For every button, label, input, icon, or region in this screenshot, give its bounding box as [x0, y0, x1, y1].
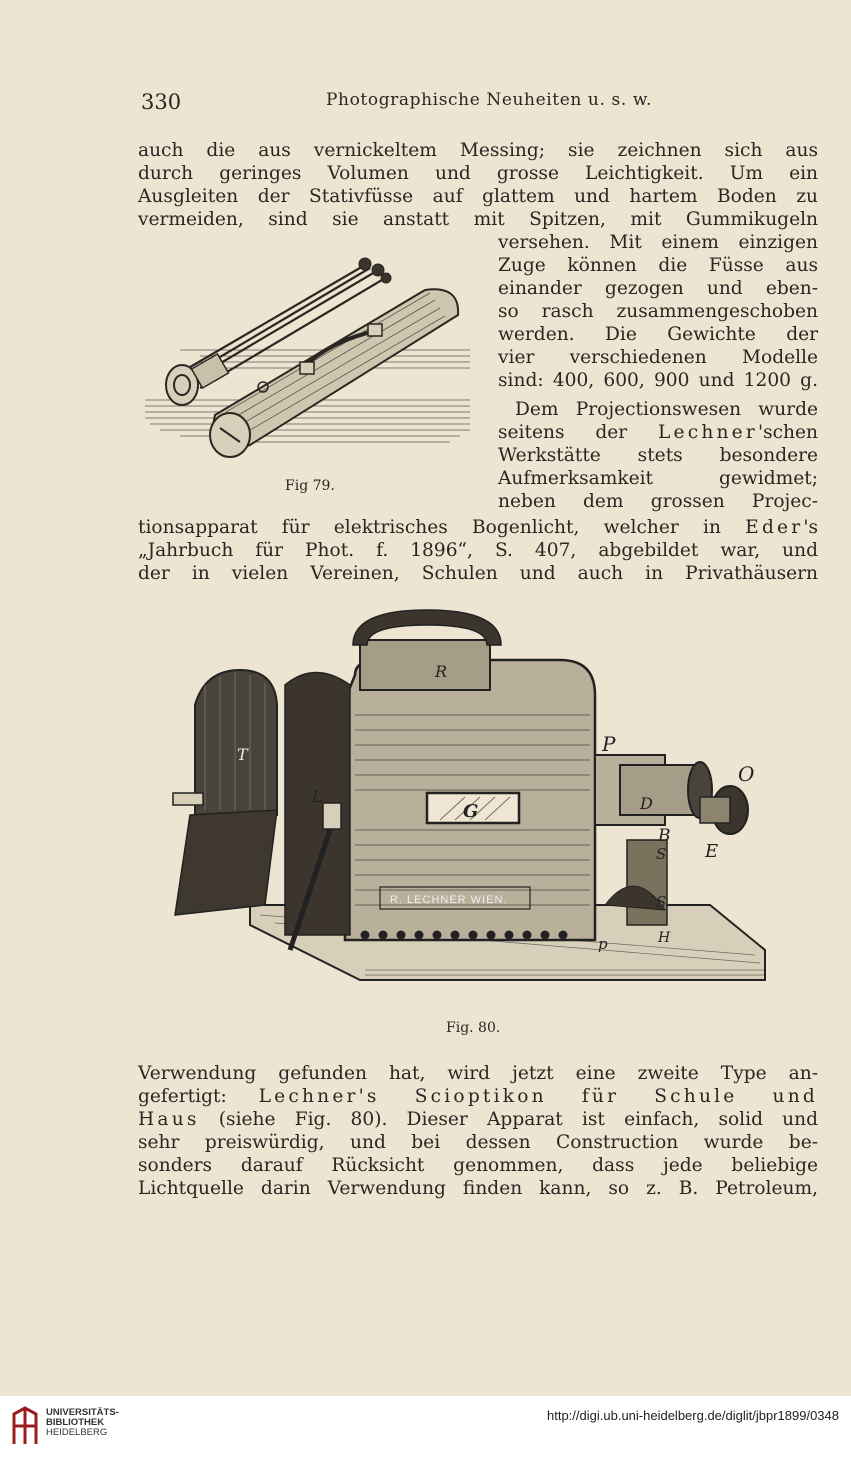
label-s1: S	[656, 845, 667, 863]
text-line: so rasch zusammengeschoben	[498, 301, 818, 322]
text-line: seitens der Lechner'schen	[498, 422, 818, 443]
label-p: P	[602, 732, 616, 756]
fig80-scioptikon-illustration	[165, 605, 775, 1000]
text-line: Zuge können die Füsse aus	[498, 255, 818, 276]
text-line: vier verschiedenen Modelle	[498, 347, 818, 368]
text-line: auch die aus vernickeltem Messing; sie zeichnen sich aus	[138, 140, 818, 161]
text-line: einander gezogen und eben-	[498, 278, 818, 299]
page-number: 330	[141, 90, 182, 114]
text-line: neben dem grossen Projec-	[498, 491, 818, 512]
running-title: Photographische Neuheiten u. s. w.	[326, 90, 652, 110]
label-e: E	[705, 841, 719, 862]
product-name: Lechner's Scioptikon für Schule und	[258, 1086, 818, 1107]
text-line: werden. Die Gewichte der	[498, 324, 818, 345]
text-line: Aufmerksamkeit gewidmet;	[498, 468, 818, 489]
text-line: „Jahrbuch für Phot. f. 1896“, S. 407, abgebildet war, und	[138, 540, 818, 561]
text-line: sonders darauf Rücksicht genommen, dass jede beliebige	[138, 1155, 818, 1176]
text-line: Verwendung gefunden hat, wird jetzt eine zweite Type an-	[138, 1063, 818, 1084]
label-s: S	[656, 893, 667, 911]
text-line: der in vielen Vereinen, Schulen und auch in Privathäusern	[138, 563, 818, 584]
label-r: R	[435, 662, 448, 681]
label-p-small: p	[598, 935, 608, 953]
fig80-caption: Fig. 80.	[446, 1020, 501, 1036]
library-name: UNIVERSITÄTS- BIBLIOTHEK HEIDELBERG	[46, 1407, 119, 1438]
fig79-caption: Fig 79.	[285, 478, 335, 494]
label-b: B	[658, 826, 671, 846]
text-line: Ausgleiten der Stativfüsse auf glattem und hartem Boden zu	[138, 186, 818, 207]
label-h: H	[658, 930, 671, 946]
text-line: sehr preiswürdig, und bei dessen Construction wurde be-	[138, 1132, 818, 1153]
text-line: tionsapparat für elektrisches Bogenlicht, welcher in Eder's	[138, 517, 818, 538]
text-line: durch geringes Volumen und grosse Leichtigkeit. Um ein	[138, 163, 818, 184]
text-line: gefertigt: Lechner's Scioptikon für Schule und	[138, 1086, 818, 1107]
name-lechner: Lechner	[657, 422, 758, 443]
text-line: Werkstätte stets besondere	[498, 445, 818, 466]
fig79-tripod-illustration	[140, 250, 480, 465]
text-line: Dem Projectionswesen wurde	[515, 399, 818, 420]
label-t: T	[237, 745, 248, 764]
label-g: G	[463, 801, 479, 822]
library-logo-icon	[10, 1404, 40, 1448]
text-line: versehen. Mit einem einzigen	[498, 232, 818, 253]
source-url[interactable]: http://digi.ub.uni-heidelberg.de/diglit/jbpr1899/0348	[547, 1408, 839, 1423]
text-line: Haus (siehe Fig. 80). Dieser Apparat ist einfach, solid und	[138, 1109, 818, 1130]
label-d: D	[640, 794, 653, 813]
text-line: sind: 400, 600, 900 und 1200 g.	[498, 370, 818, 391]
maker-plate: R. LECHNER WIEN.	[390, 894, 508, 906]
label-l: L	[312, 787, 323, 806]
label-o: O	[738, 762, 755, 786]
text-line: vermeiden, sind sie anstatt mit Spitzen, mit Gummikugeln	[138, 209, 818, 230]
name-eder: Eder	[745, 517, 804, 538]
viewer-footer	[0, 1396, 851, 1457]
text-line: Lichtquelle darin Verwendung finden kann, so z. B. Petroleum,	[138, 1178, 818, 1199]
